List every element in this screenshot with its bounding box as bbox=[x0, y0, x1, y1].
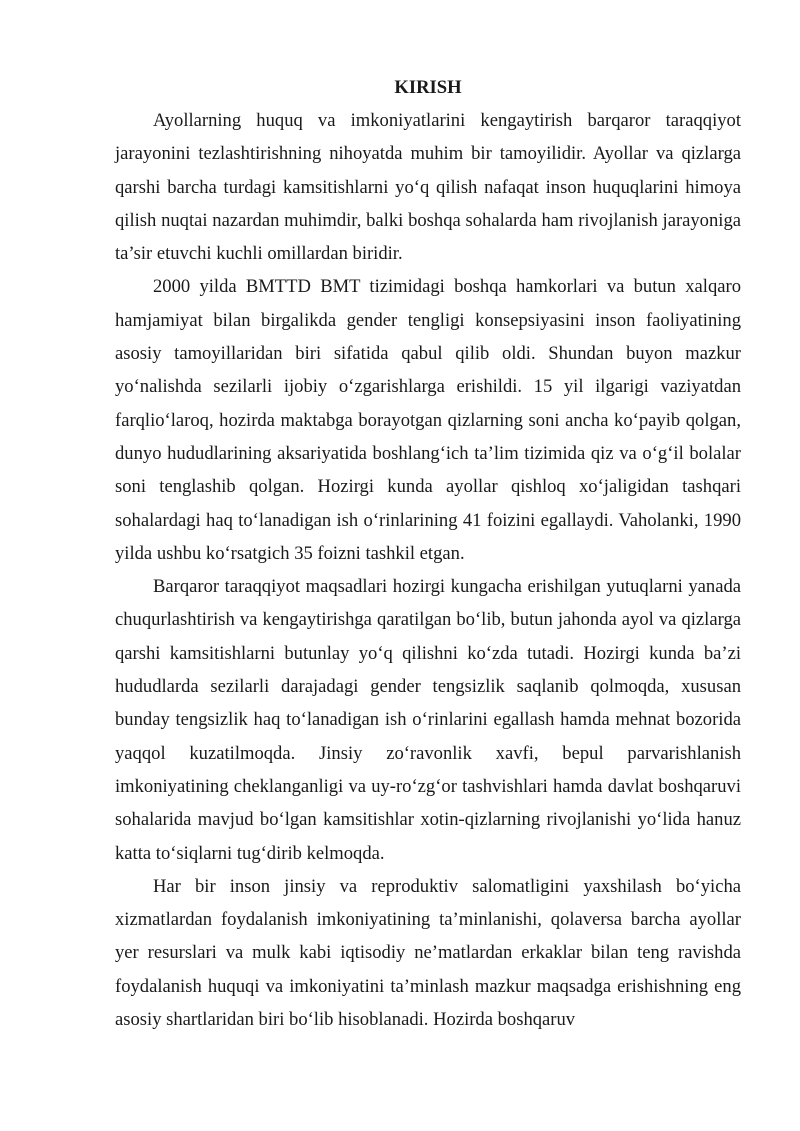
paragraph-2: 2000 yilda BMTTD BMT tizimidagi boshqa hamkorlari va butun xalqaro hamjamiyat bilan birgalikda gender tengligi konsepsiyasini inson faoliyatining asosiy tamoyillaridan biri sifatida qabul qilib oldi. Shundan buyon mazkur yo‘nalishda sezilarli ijobiy o‘zgarishlarga erishildi. 15 yil ilgarigi vaziyatdan farqlio‘laroq, hozirda maktabga borayotgan qizlarning soni ancha ko‘payib qolgan, dunyo hududlarining aksariyatida boshlang‘ich ta’lim tizimida qiz va o‘g‘il bolalar soni tenglashib qolgan. Hozirgi kunda ayollar qishloq xo‘jaligidan tashqari sohalardagi haq to‘lanadigan ish o‘rinlarining 41 foizini egallaydi. Vaholanki, 1990 yilda ushbu ko‘rsatgich 35 foizni tashkil etgan. bbox=[115, 276, 741, 564]
paragraph-1: Ayollarning huquq va imkoniyatlarini kengaytirish barqaror taraqqiyot jarayonini tezlashtirishning nihoyatda muhim bir tamoyilidir. Ayollar va qizlarga qarshi barcha turdagi kamsitishlarni yo‘q qilish nafaqat inson huquqlarini himoya qilish nuqtai nazardan muhimdir, balki boshqa sohalarda ham rivojlanish jarayoniga ta’sir etuvchi kuchli omillardan biridir. bbox=[115, 110, 741, 265]
paragraph-4: Har bir inson jinsiy va reproduktiv salomatligini yaxshilash bo‘yicha xizmatlardan foydalanish imkoniyatining ta’minlanishi, qolaversa barcha ayollar yer resurslari va mulk kabi iqtisodiy ne’matlardan erkaklar bilan teng ravishda foydalanish huquqi va imkoniyatini ta’minlash mazkur maqsadga erishishning eng asosiy shartlaridan biri bo‘lib hisoblanadi. Hozirda boshqaruv bbox=[115, 875, 741, 1031]
page-content bbox=[115, 74, 741, 1036]
page-title: KIRISH bbox=[394, 77, 462, 98]
paragraph-3: Barqaror taraqqiyot maqsadlari hozirgi kungacha erishilgan yutuqlarni yanada chuqurlashtirish va kengaytirishga qaratilgan bo‘lib, butun jahonda ayol va qizlarga qarshi kamsitishlarni butunlay yo‘q qilishni ko‘zda tutadi. Hozirgi kunda ba’zi hududlarda sezilarli darajadagi gender tengsizlik saqlanib qolmoqda, xususan bunday tengsizlik haq to‘lanadigan ish o‘rinlarini egallash hamda mehnat bozorida yaqqol kuzatilmoqda. Jinsiy zo‘ravonlik xavfi, bepul parvarishlanish imkoniyatining cheklanganligi va uy-ro‘zg‘or tashvishlari hamda davlat boshqaruvi sohalarida mavjud bo‘lgan kamsitishlar xotin-qizlarning rivojlanishi yo‘lida hanuz katta to‘siqlarni tug‘dirib kelmoqda. bbox=[115, 576, 741, 864]
